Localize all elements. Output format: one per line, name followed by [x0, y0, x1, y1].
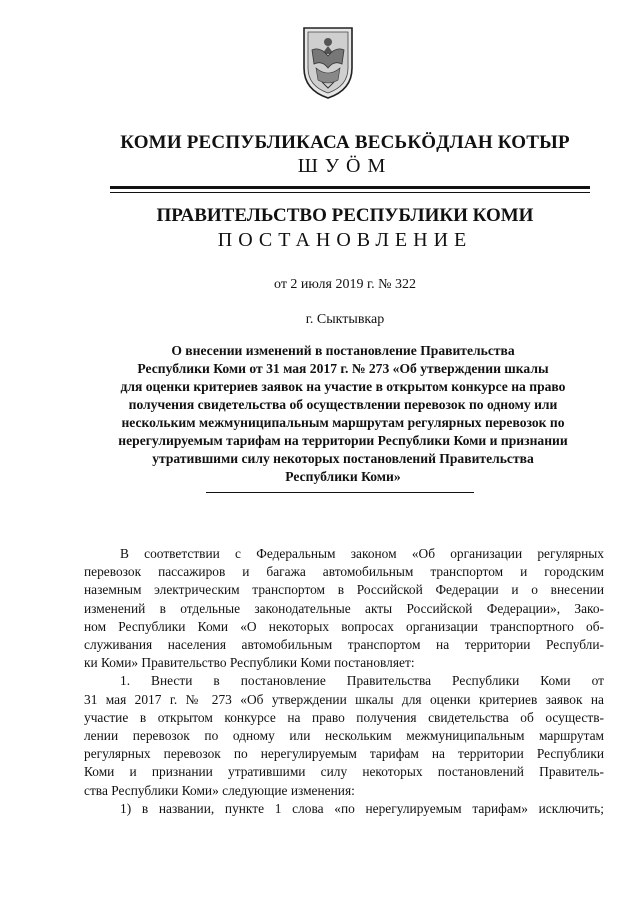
body-line: В соответствии с Федеральным законом «Об организации регулярных [120, 546, 604, 561]
document-city: г. Сыктывкар [305, 312, 385, 327]
heading-line: нерегулируемым тарифам на территории Республики Коми и признании [118, 433, 568, 448]
body-line: изменений в отдельные законодательные акты Российской Федерации», Зако- [84, 600, 604, 616]
body-line: 1. Внести в постановление Правительства Республики Коми от [120, 673, 604, 689]
body-line: ки Коми» Правительство Республики Коми постановляет: [84, 655, 415, 671]
body-line: ства Республики Коми» следующие изменения: [84, 782, 355, 798]
government-title: ПРАВИТЕЛЬСТВО РЕСПУБЛИКИ КОМИ [156, 205, 534, 226]
body-line: Коми и признании утратившими силу некоторых постановлений Правитель- [84, 764, 604, 780]
body-line: перевозок пассажиров и багажа автомобильным транспортом и городским [84, 564, 604, 580]
body-line: 31 мая 2017 г. № 273 «Об утверждении шкалы для оценки критериев заявок на [84, 691, 604, 707]
heading-line: нескольким межмуниципальным маршрутам регулярных перевозок по [121, 415, 565, 430]
document-date: от 2 июля 2019 г. № 322 [274, 277, 416, 292]
komi-subtitle: ШУӦМ [297, 155, 393, 177]
body-line: наземным электрическим транспортом в Российской Федерации и о внесении [84, 582, 604, 598]
document-body [84, 545, 604, 818]
heading-line: утратившими силу некоторых постановлений Правительства [152, 451, 534, 466]
body-line: служивания населения автомобильным транспортом на территории Республи- [84, 637, 604, 653]
heading-line: О внесении изменений в постановление Правительства [171, 343, 515, 358]
document-type: ПОСТАНОВЛЕНИЕ [217, 229, 473, 251]
body-line: ном Республики Коми «О некоторых вопросах организации транспортного об- [84, 618, 604, 634]
heading-line: Республики Коми» [285, 469, 401, 484]
heading-line: для оценки критериев заявок на участие в открытом конкурсе на право [120, 379, 566, 394]
resolution-heading [88, 342, 598, 486]
body-line: лении перевозок по одному или нескольким межмуниципальным маршрутам [84, 728, 604, 744]
body-line: 1) в названии, пункте 1 слова «по нерегулируемым тарифам» исключить; [120, 800, 604, 816]
header-divider-thin [110, 192, 590, 193]
body-line: регулярных перевозок по нерегулируемым тарифам на территории Республики [84, 746, 604, 762]
heading-line: Республики Коми от 31 мая 2017 г. № 273 «Об утверждении шкалы [137, 361, 549, 376]
komi-coat-of-arms-icon [300, 24, 356, 100]
body-line: участие в открытом конкурсе на право получения свидетельства об осуществ- [84, 709, 604, 725]
heading-line: получения свидетельства об осуществлении перевозок по одному или [128, 397, 558, 412]
header-divider-thick [110, 186, 590, 189]
heading-underline [206, 492, 474, 493]
komi-title: КОМИ РЕСПУБЛИКАСА ВЕСЬКӦДЛАН КОТЫР [120, 132, 570, 153]
